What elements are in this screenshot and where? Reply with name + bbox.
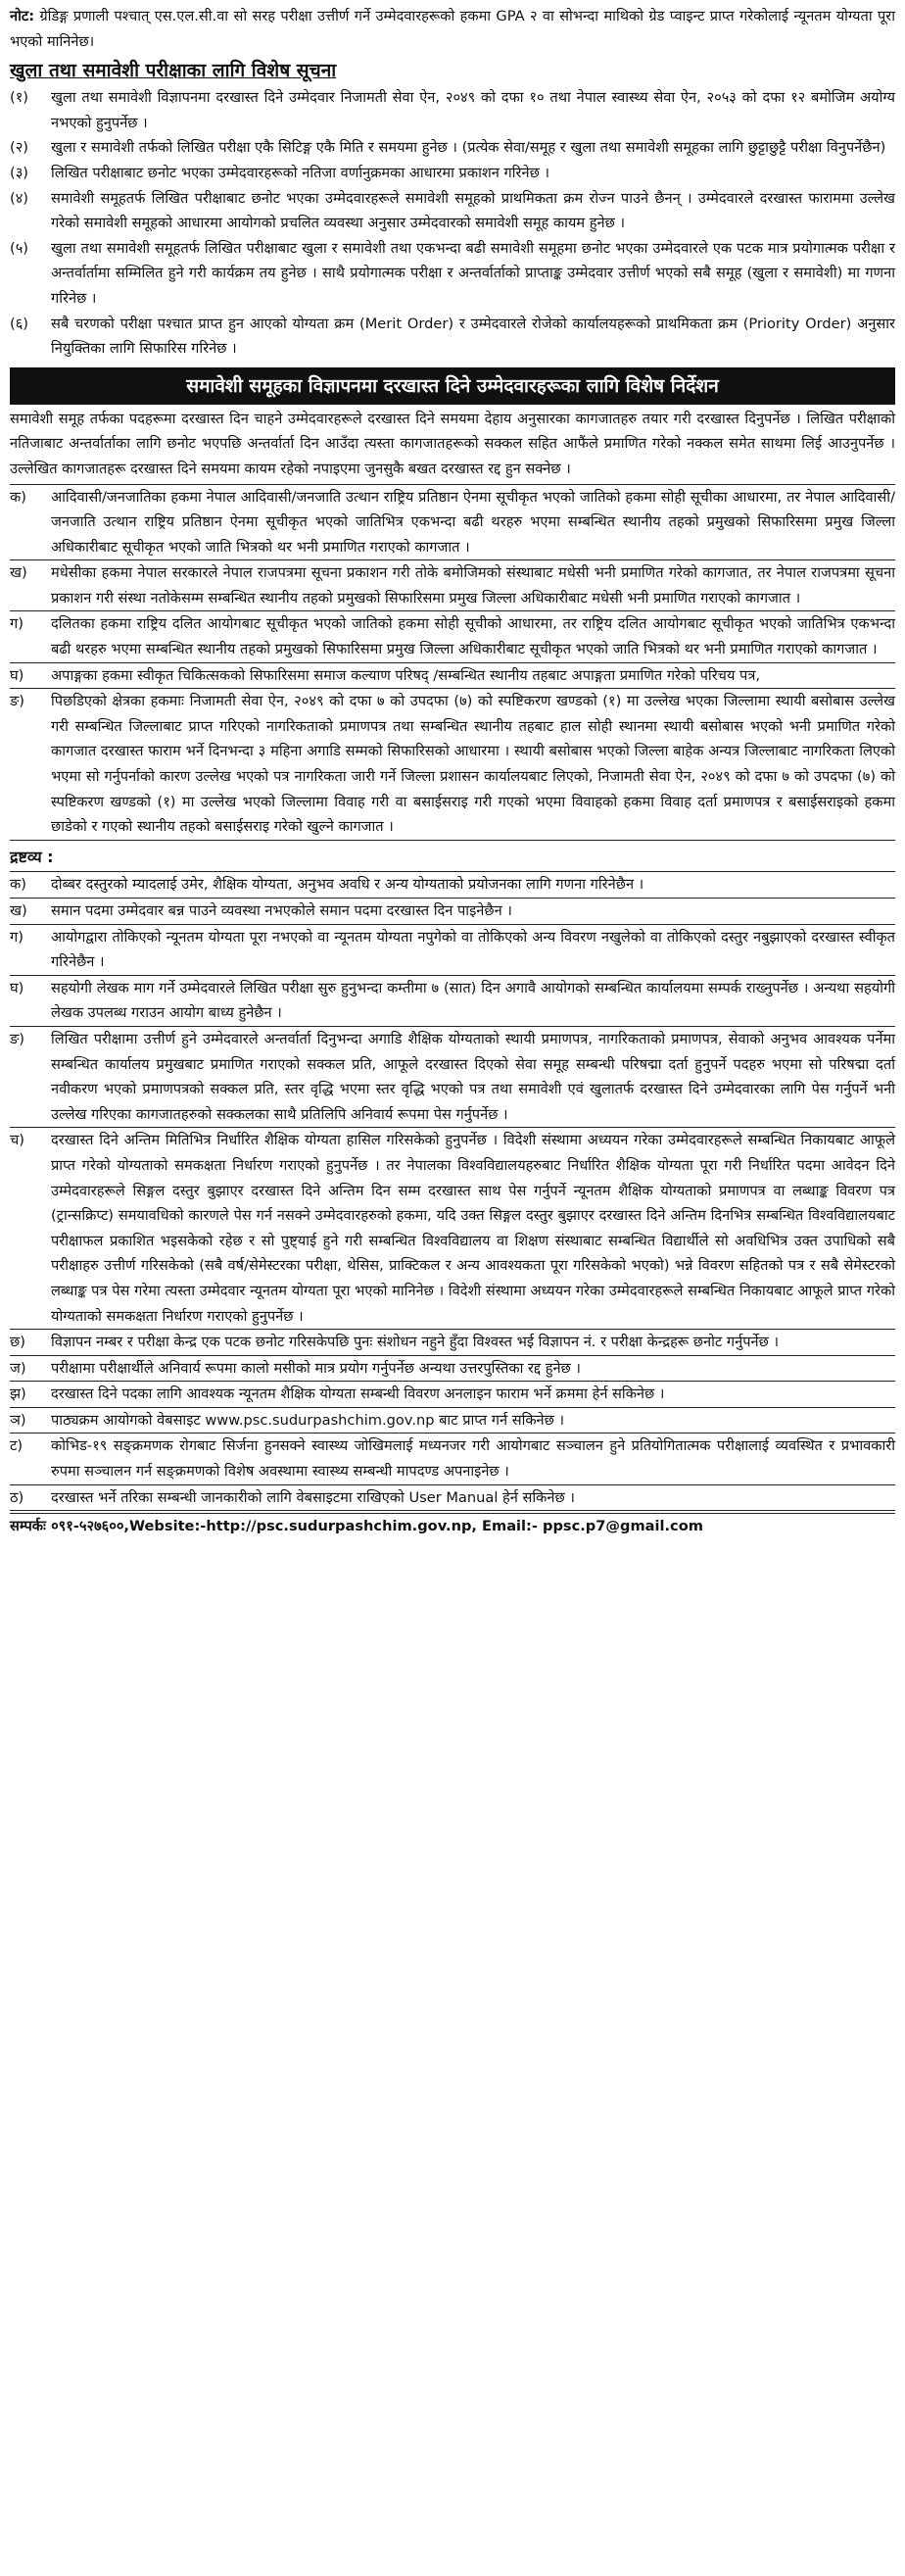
list-item-number: ङ) — [10, 1030, 24, 1047]
list-item-text: दलितका हकमा राष्ट्रिय दलित आयोगबाट सूचीकृत भएको जातिको हकमा सोही सूचीको आधारमा, तर राष्ट्रिय दलित आयोगबाट सूचीकृत भएको जातिभित्र एकभन्दा बढी थरहरु भएमा सम्बन्धित स्थानीय तहको प्रमुखको सिफारिसमा प्रमुख जिल्ला अधिकारीबाट सूचीकृत भएको जाति भित्रको थर भनी प्रमाणित गराएको कागजात । — [51, 615, 895, 658]
list-item-text: दरखास्त भर्ने तरिका सम्बन्धी जानकारीको लागि वेबसाइटमा राखिएको User Manual हेर्न सकिनेछ । — [51, 1488, 575, 1506]
contact-details[interactable]: ०९१-५२७६००,Website:-http://psc.sudurpashchim.gov.np, Email:- ppsc.p7@gmail.com — [51, 1518, 703, 1535]
special-notice-item — [10, 186, 895, 236]
special-notice-list — [10, 85, 895, 362]
contact-line — [10, 1513, 895, 1539]
inclusive-document-item — [10, 688, 895, 841]
note-item — [10, 1407, 895, 1434]
list-item-number: ख) — [10, 564, 27, 582]
list-item-number: क) — [10, 876, 26, 894]
list-item-number: ठ) — [10, 1488, 24, 1506]
list-item-number: ङ) — [10, 693, 24, 710]
notes-list — [10, 871, 895, 1511]
list-item-text: लिखित परीक्षामा उत्तीर्ण हुने उम्मेदवारले अन्तर्वार्ता दिनुभन्दा अगाडि शैक्षिक योग्यताको स्थायी प्रमाणपत्र, नागरिकताको प्रमाणपत्र, सेवाको अनुभव आवश्यक पर्नेमा सम्बन्धित कार्यालय प्रमुखबाट प्रमाणित गराएको सक्कल प्रति, आफूले दरखास्त दिएको सेवा समूह सम्बन्धी परिषद्मा दर्ता हुनुपर्ने पदहरु भएमा सो परिषद्मा दर्ता नवीकरण भएको प्रमाणपत्रको सक्कल प्रति, स्तर वृद्धि भएमा स्तर वृद्धि भएको पत्र तथा समावेशी एवं खुलातर्फ दरखास्त दिने उम्मेदवारका लागि पेस गर्नुपर्ने भनी उल्लेख गरिएका कागजातहरुको सक्कलका साथै प्रतिलिपि अनिवार्य रूपमा पेस गर्नुपर्नेछ । — [51, 1030, 895, 1123]
note-item — [10, 1329, 895, 1355]
list-item-text: सबै चरणको परीक्षा पश्चात प्राप्त हुन आएको योग्यता क्रम (Merit Order) र उम्मेदवारले रोजेको कार्यालयहरूको प्राथमिकता क्रम (Priority Order) अनुसार नियुक्तिका लागि सिफारिस गरिनेछ । — [51, 315, 895, 358]
special-notice-item — [10, 135, 895, 161]
list-item-text: परीक्षामा परीक्षार्थीले अनिवार्य रूपमा कालो मसीको मात्र प्रयोग गर्नुपर्नेछ अन्यथा उत्तरपुस्तिका रद्द हुनेछ । — [51, 1359, 581, 1377]
special-notice-item — [10, 312, 895, 362]
list-item-text: विज्ञापन नम्बर र परीक्षा केन्द्र एक पटक छनोट गरिसकेपछि पुनः संशोधन नहुने हुँदा विश्वस्त भई विज्ञापन नं. र परीक्षा केन्द्रहरू छनोट गर्नुपर्नेछ । — [51, 1334, 780, 1351]
inclusive-document-list — [10, 484, 895, 841]
list-item-number: ख) — [10, 902, 27, 919]
list-item-text: खुला तथा समावेशी विज्ञापनमा दरखास्त दिने उम्मेदवार निजामती सेवा ऐन, २०४९ को दफा १० तथा नेपाल स्वास्थ्य सेवा ऐन, २०५३ को दफा १२ बमोजिम अयोग्य नभएको हुनुपर्नेछ । — [51, 89, 895, 131]
inclusive-instructions-banner: समावेशी समूहका विज्ञापनमा दरखास्त दिने उम्मेदवारहरूका लागि विशेष निर्देशन — [10, 367, 895, 405]
list-item-text: खुला र समावेशी तर्फको लिखित परीक्षा एकै सिटिङ्ग एकै मिति र समयमा हुनेछ । (प्रत्येक सेवा/समूह र खुला तथा समावेशी समूहका लागि छुट्टाछुट्टै परीक्षा विनुपर्नेछैन) — [51, 139, 886, 157]
note-item — [10, 898, 895, 924]
note-item — [10, 1127, 895, 1329]
gpa-note — [10, 4, 895, 54]
list-item-number: छ) — [10, 1334, 25, 1351]
list-item-text: अपाङ्गका हकमा स्वीकृत चिकित्सकको सिफारिसमा समाज कल्याण परिषद् /सम्बन्धित स्थानीय तहबाट अपाङ्गता प्रमाणित गरेको परिचय पत्र, — [51, 666, 761, 684]
list-item-number: घ) — [10, 979, 24, 996]
list-item-number: ज) — [10, 1359, 26, 1377]
list-item-number: ग) — [10, 615, 24, 633]
note-text: ग्रेडिङ्ग प्रणाली पश्चात् एस.एल.सी.वा सो सरह परीक्षा उत्तीर्ण गर्ने उम्मेदवारहरूको हकमा GPA २ वा सोभन्दा माथिको ग्रेड प्वाइन्ट प्राप्त गरेकोलाई न्यूनतम योग्यता पूरा भएको मानिनेछ। — [10, 8, 895, 50]
inclusive-document-item — [10, 559, 895, 610]
list-item-number: (३) — [10, 164, 28, 181]
special-notice-item — [10, 161, 895, 186]
list-item-number: घ) — [10, 666, 24, 684]
list-item-number: (१) — [10, 89, 28, 107]
list-item-number: (४) — [10, 189, 28, 207]
inclusive-document-item — [10, 484, 895, 560]
note-item — [10, 1026, 895, 1127]
inclusive-document-item — [10, 662, 895, 689]
list-item-number: (२) — [10, 139, 28, 157]
list-item-text: सहयोगी लेखक माग गर्ने उम्मेदवारले लिखित परीक्षा सुरु हुनुभन्दा कम्तीमा ७ (सात) दिन अगावै आयोगको सम्बन्धित कार्यालयमा सम्पर्क राख्नुपर्नेछ । अन्यथा सहयोगी लेखक उपलब्ध गराउन आयोग बाध्य हुनेछैन । — [51, 979, 895, 1022]
list-item-text: दरखास्त दिने पदका लागि आवश्यक न्यूनतम शैक्षिक योग्यता सम्बन्धी विवरण अनलाइन फाराम भर्ने क्रममा हेर्न सकिनेछ । — [51, 1385, 665, 1403]
note-item — [10, 1355, 895, 1382]
note-item — [10, 1381, 895, 1407]
list-item-text: दोब्बर दस्तुरको म्यादलाई उमेर, शैक्षिक योग्यता, अनुभव अवधि र अन्य योग्यताको प्रयोजनका लागि गणना गरिनेछैन । — [51, 876, 644, 894]
special-notice-heading: खुला तथा समावेशी परीक्षाका लागि विशेष सूचना — [10, 60, 337, 82]
inclusive-intro: समावेशी समूह तर्फका पदहरूमा दरखास्त दिन चाहने उम्मेदवारहरूले दरखास्त दिने समयमा देहाय अनुसारका कागजातहरु तयार गरी दरखास्त दिनुपर्नेछ । लिखित परीक्षाको नतिजाबाट अन्तर्वार्ताका लागि छनोट भएपछि अन्तर्वार्ता दिन आउँदा त्यस्ता कागजातहरूको सक्कल सहित आफैंले प्रमाणित गरेको नक्कल समेत साथमा लिई आउनुपर्नेछ । उल्लेखित कागजातहरू दरखास्त दिने समयमा कायम रहेको नपाइएमा जुनसुकै बखत दरखास्त रद्द हुन सक्नेछ । — [10, 410, 895, 477]
contact-label: सम्पर्कः — [10, 1518, 46, 1535]
list-item-text: पाठ्यक्रम आयोगको वेबसाइट www.psc.sudurpashchim.gov.np बाट प्राप्त गर्न सकिनेछ । — [51, 1411, 565, 1429]
note-item — [10, 1484, 895, 1512]
list-item-text: खुला तथा समावेशी समूहतर्फ लिखित परीक्षाबाट खुला र समावेशी तथा एकभन्दा बढी समावेशी समूहमा छनोट भएका उम्मेदवारले एक पटक मात्र प्रयोगात्मक परीक्षा र अन्तर्वार्तामा सम्मिलित हुने गरी कार्यक्रम तय हुनेछ । साथै प्रयोगात्मक परीक्षा र अन्तर्वार्ताको प्राप्ताङ्क उम्मेदवार उत्तीर्ण भएको सबै समूह (खुला र समावेशी) मा गणना गरिनेछ । — [51, 239, 895, 307]
list-item-text: पिछडिएको क्षेत्रका हकमाः निजामती सेवा ऐन, २०४९ को दफा ७ को उपदफा (७) को स्पष्टिकरण खण्डको (१) मा उल्लेख भएका जिल्लामा स्थायी बसोबास उल्लेख गरी सम्बन्धित जिल्लाबाट प्राप्त गरिएको नागरिकताको प्रमाणपत्र तथा सम्बन्धित स्थानीय तहबाट हाल सोही स्थानमा स्थायी बसोबास भएको भनी प्रमाणित गरेको कागजात दरखास्त फाराम भर्ने दिनभन्दा ३ महिना अगाडि सम्मको सिफारिसको आधारमा । स्थायी बसोबास भएको जिल्ला बाहेक अन्यत्र जिल्लाबाट नागरिकता लिएको भएमा सो गर्नुपर्नाको कारण उल्लेख भएको पत्र नागरिकता जारी गर्ने जिल्ला प्रशासन कार्यालयबाट लिएको, निजामती सेवा ऐन, २०४९ को दफा ७ को उपदफा (७) को स्पष्टिकरण खण्डको (१) मा उल्लेख भएको जिल्लामा विवाह गरी वा बसाईसराइ गरी गएको भएमा विवाहको हकमा विवाह दर्ता प्रमाणपत्र र बसाईसराइको हकमा छाडेको र गएको स्थानीय तहको बसाईसराइ गरेको खुल्ने कागजात । — [51, 693, 895, 836]
note-label: नोट: — [10, 8, 35, 24]
note-item — [10, 1433, 895, 1483]
list-item-number: (५) — [10, 239, 28, 257]
list-item-number: ग) — [10, 928, 24, 946]
list-item-text: समान पदमा उम्मेदवार बन्न पाउने व्यवस्था नभएकोले समान पदमा दरखास्त दिन पाइनेछैन । — [51, 902, 512, 919]
special-notice-item — [10, 85, 895, 135]
list-item-number: ञ) — [10, 1411, 26, 1429]
list-item-number: क) — [10, 488, 26, 506]
list-item-number: (६) — [10, 315, 28, 332]
list-item-text: लिखित परीक्षाबाट छनोट भएका उम्मेदवारहरूको नतिजा वर्णानुक्रमका आधारमा प्रकाशन गरिनेछ । — [51, 164, 549, 181]
list-item-number: च) — [10, 1132, 24, 1149]
list-item-text: आयोगद्वारा तोकिएको न्यूनतम योग्यता पूरा नभएको वा न्यूनतम योग्यता नपुगेको वा तोकिएको अन्य विवरण नखुलेको वा तोकिएको दस्तुर नबुझाएको दरखास्त स्वीकृत गरिनेछैन । — [51, 928, 895, 971]
inclusive-document-item — [10, 610, 895, 661]
list-item-number: ट) — [10, 1437, 24, 1455]
list-item-text: मधेसीका हकमा नेपाल सरकारले नेपाल राजपत्रमा सूचना प्रकाशन गरी तोके बमोजिमको संस्थाबाट मधेसी भनी प्रमाणित गरेको कागजात, तर नेपाल राजपत्रमा सूचना प्रकाशन गरी संस्था नतोकेसम्म सम्बन्धित स्थानीय तहको प्रमुखको सिफारिसमा प्रमुख जिल्ला अधिकारीबाट मधेसी भनी प्रमाणित गराएको कागजात । — [51, 564, 895, 607]
special-notice-item — [10, 236, 895, 312]
note-item — [10, 871, 895, 898]
list-item-number: झ) — [10, 1385, 26, 1403]
note-item — [10, 924, 895, 975]
list-item-text: आदिवासी/जनजातिका हकमा नेपाल आदिवासी/जनजाति उत्थान राष्ट्रिय प्रतिष्ठान ऐनमा सूचीकृत भएको जातिको हकमा सोही सूचीका आधारमा, तर नेपाल आदिवासी/जनजाति उत्थान राष्ट्रिय प्रतिष्ठान ऐनमा सूचीकृत भएको जातिभित्र एकभन्दा बढी थरहरु भएमा सम्बन्धित स्थानीय तहको प्रमुखको सिफारिसमा प्रमुख जिल्ला अधिकारीबाट सूचीकृत भएको जाति भित्रको थर भनी प्रमाणित गराएको कागजात । — [51, 488, 895, 556]
note-item — [10, 975, 895, 1026]
notes-heading: द्रष्टव्य : — [10, 847, 54, 866]
list-item-text: दरखास्त दिने अन्तिम मितिभित्र निर्धारित शैक्षिक योग्यता हासिल गरिसकेको हुनुपर्नेछ । विदेशी संस्थामा अध्ययन गरेका उम्मेदवारहरूले सम्बन्धित निकायबाट आफूले प्राप्त गरेको योग्यताको समकक्षता निर्धारण गराएको हुनुपर्नेछ । तर नेपालका विश्वविद्यालयहरुबाट निर्धारित शैक्षिक योग्यता पूरा गरी निर्धारित पदमा आवेदन दिने उम्मेदवारहरूले सिङ्गल दस्तुर बुझाएर दरखास्त दिने अन्तिम दिन सम्म दरखास्त साथ पेस गर्नुपर्ने न्यूनतम शैक्षिक योग्यताको प्रमाणपत्र वा लब्धाङ्क विवरण पत्र (ट्रान्सक्रिप्ट) समयावधिको कारणले पेस गर्न नसक्ने उम्मेदवारहरुको हकमा, यदि उक्त सिङ्गल दस्तुर बुझाएर दरखास्त दिने अन्तिम दिनभित्र सम्बन्धित विश्वविद्यालयबाट परीक्षाफल प्रकाशित भइसकेको रहेछ र सो पुष्ट्याई हुने गरी सम्बन्धित विश्वविद्यालय वा शिक्षण संस्थाबाट सम्बन्धित विद्यार्थीले सो अवधिभित्र उक्त उपाधिको सबै परीक्षाहरु उत्तीर्ण गरिसकेको (सबै वर्ष/सेमेस्टरका परीक्षा, थेसिस, प्राक्टिकल र अन्य आवश्यकता पूरा गरिसकेको भएको) भन्ने विवरण सहितको पत्र र सबै सेमेस्टरको लब्धाङ्क पत्र पेस गरेमा त्यस्ता उम्मेदवार न्यूनतम योग्यता पूरा भएको मानिनेछ । विदेशी संस्थामा अध्ययन गरेका उम्मेदवारहरूले सम्बन्धित निकायबाट आफूले प्राप्त गरेको योग्यताको समकक्षता निर्धारण गराएको हुनुपर्नेछ । — [51, 1132, 896, 1325]
list-item-text: कोभिड-१९ सङ्क्रमणक रोगबाट सिर्जना हुनसक्ने स्वास्थ्य जोखिमलाई मध्यनजर गरी आयोगबाट सञ्चालन हुने प्रतियोगितात्मक परीक्षालाई व्यवस्थित र प्रभावकारी रुपमा सञ्चालन गर्न सङ्क्रमणको विशेष अवस्थामा स्वास्थ्य सम्बन्धी मापदण्ड अपनाइनेछ । — [51, 1437, 895, 1481]
list-item-text: समावेशी समूहतर्फ लिखित परीक्षाबाट छनोट भएका उम्मेदवारहरूले समावेशी समूहको प्राथमिकता क्रम रोज्न पाउने छैनन् । उम्मेदवारले दरखास्त फाराममा उल्लेख गरेको समावेशी समूहको आधारमा आयोगको प्रचलित व्यवस्था अनुसार उम्मेदवारको समावेशी समूह कायम हुनेछ । — [51, 189, 895, 232]
